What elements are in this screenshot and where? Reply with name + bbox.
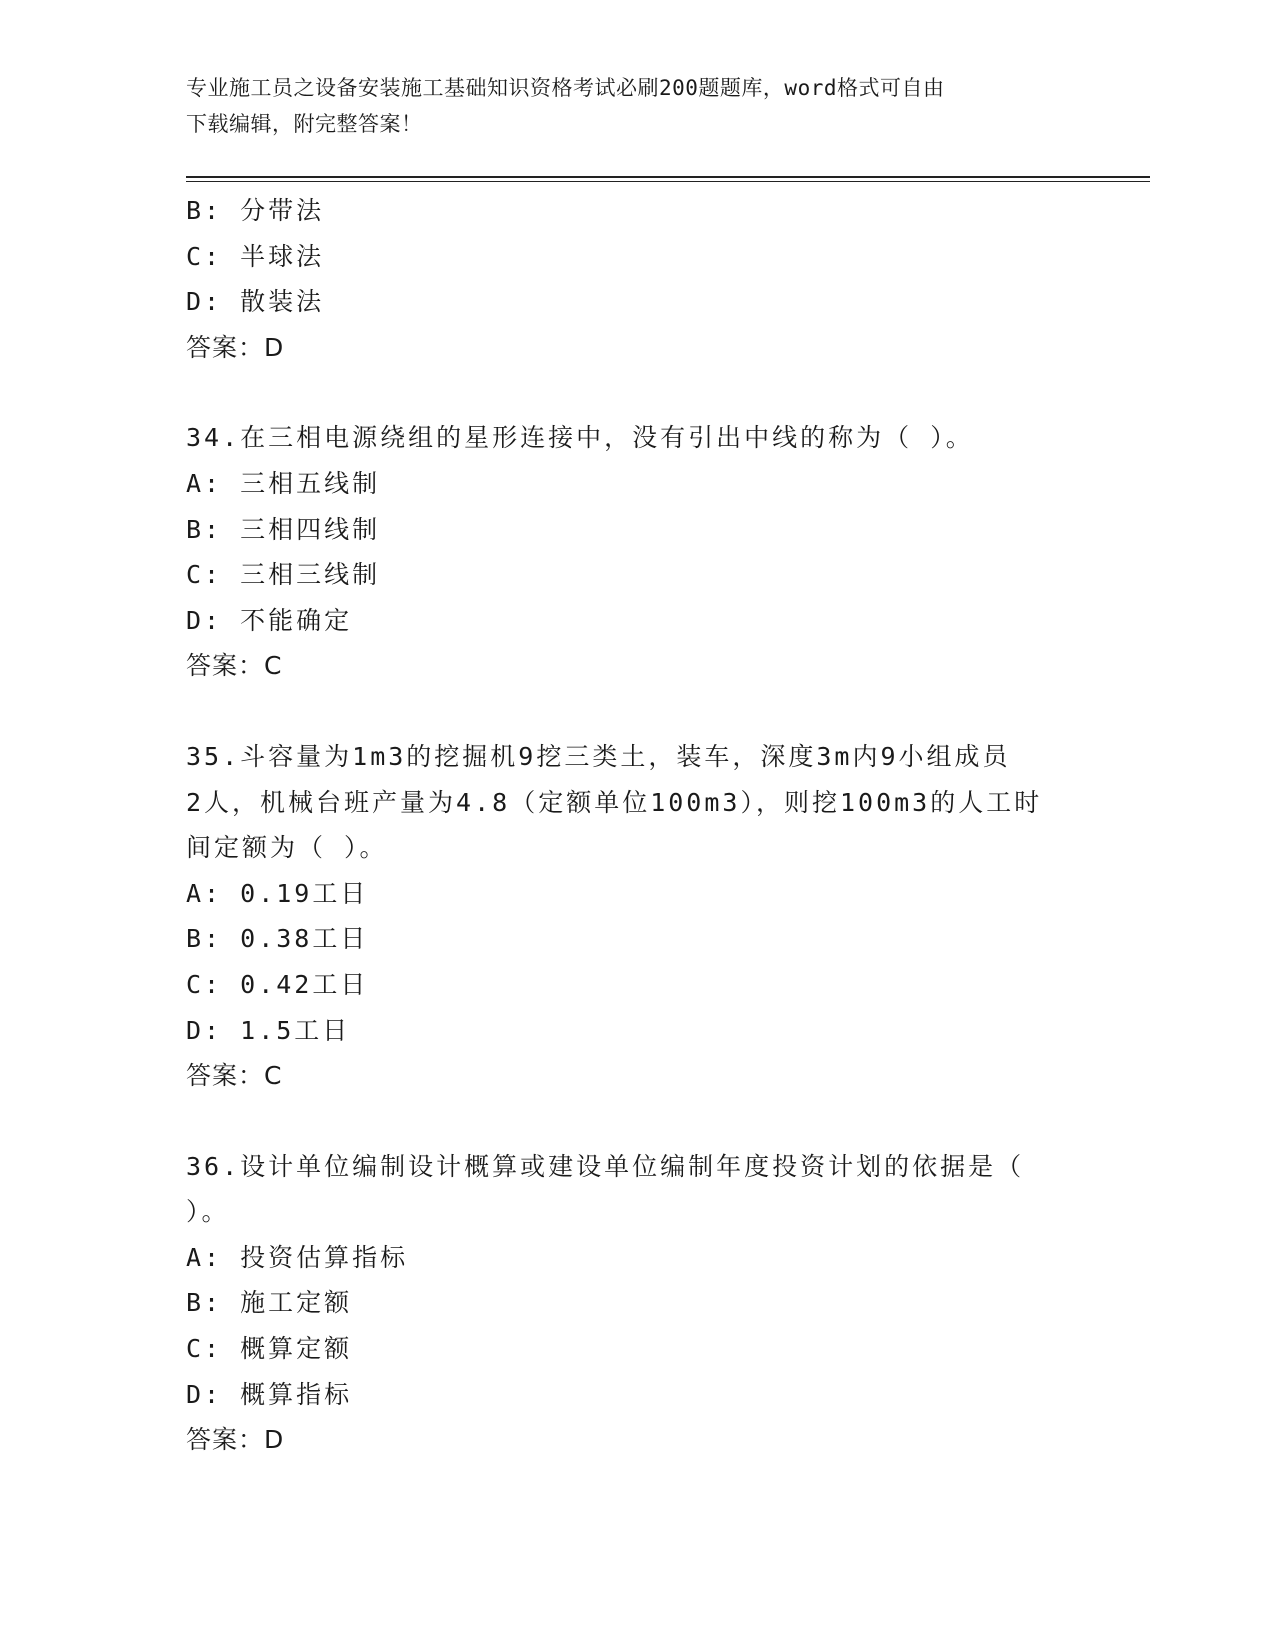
header-rule-thick [186, 176, 1150, 178]
question-stem: 34.在三相电源绕组的星形连接中，没有引出中线的称为（ ）。 [186, 423, 974, 453]
answer: 答案：C [186, 651, 283, 681]
question-stem: 间定额为（ ）。 [186, 833, 388, 863]
option-b: B: 0.38工日 [186, 924, 369, 954]
question-33-continued [186, 188, 1066, 370]
spacer [186, 1099, 1066, 1144]
option-c: C: 概算定额 [186, 1334, 353, 1364]
option-a: A: 0.19工日 [186, 878, 369, 908]
question-list [186, 188, 1066, 1463]
answer: 答案：D [186, 1425, 285, 1455]
question-35 [186, 734, 1066, 1099]
option-b: B: 三相四线制 [186, 514, 381, 544]
option-b: B: 分带法 [186, 196, 325, 225]
option-d: D: 不能确定 [186, 605, 353, 635]
option-d: D: 概算指标 [186, 1379, 353, 1409]
option-c: C: 0.42工日 [186, 969, 369, 999]
page-header [186, 70, 1086, 142]
header-title-line-2: 下载编辑，附完整答案！ [186, 112, 423, 136]
answer: 答案：C [186, 1061, 283, 1091]
spacer [186, 689, 1066, 734]
option-a: A: 投资估算指标 [186, 1242, 409, 1272]
question-stem: 36.设计单位编制设计概算或建设单位编制年度投资计划的依据是（ [186, 1151, 1025, 1181]
option-d: D: 散装法 [186, 287, 325, 317]
header-rule-thin [186, 181, 1150, 182]
option-b: B: 施工定额 [186, 1288, 353, 1318]
question-stem: ）。 [186, 1197, 230, 1227]
answer: 答案：D [186, 332, 285, 362]
option-d: D: 1.5工日 [186, 1015, 351, 1045]
header-title-line-1: 专业施工员之设备安装施工基础知识资格考试必刷200题题库，word格式可自由 [186, 76, 945, 100]
spacer [186, 370, 1066, 415]
option-c: C: 三相三线制 [186, 560, 381, 590]
question-36 [186, 1144, 1066, 1463]
question-stem: 2人，机械台班产量为4.8（定额单位100m3），则挖100m3的人工时 [186, 787, 1043, 817]
question-34 [186, 415, 1066, 689]
question-stem: 35.斗容量为1m3的挖掘机9挖三类土，装车，深度3m内9小组成员 [186, 741, 1011, 771]
option-c: C: 半球法 [186, 241, 325, 271]
option-a: A: 三相五线制 [186, 468, 381, 498]
